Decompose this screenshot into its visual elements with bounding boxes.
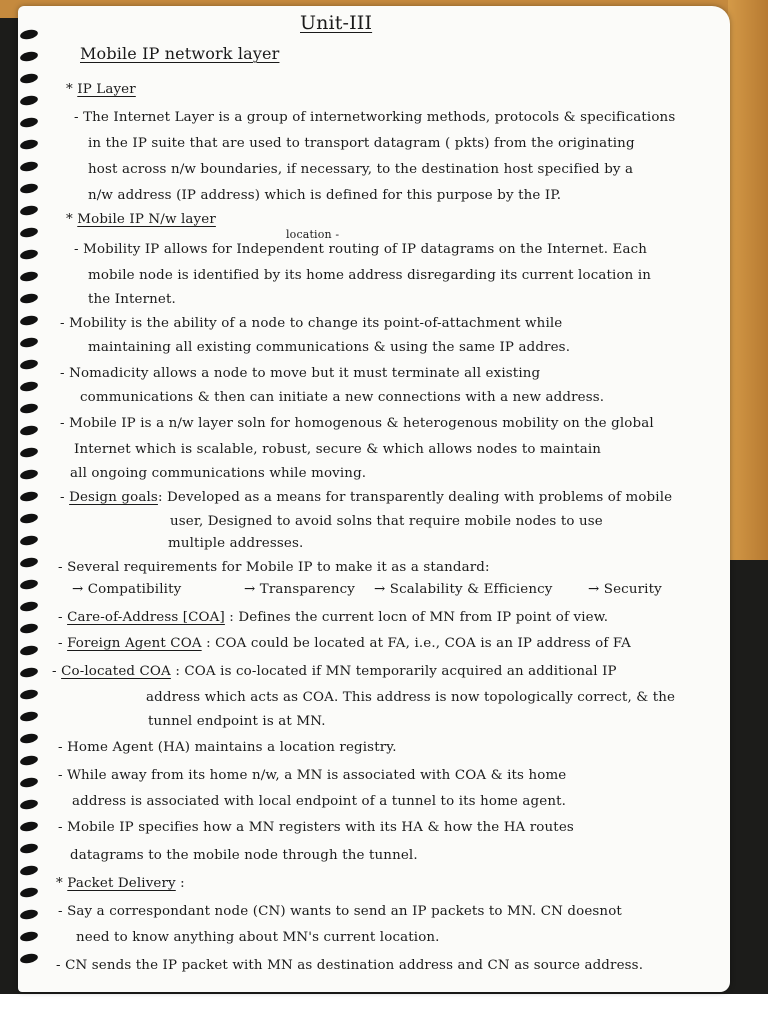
text-line: - Nomadicity allows a node to move but it must terminate all existing bbox=[60, 366, 541, 381]
text-line: n/w address (IP address) which is defined for this purpose by the IP. bbox=[88, 188, 562, 203]
binding-ring bbox=[19, 908, 38, 921]
fa-text: : COA could be located at FA, i.e., COA is an IP address of FA bbox=[206, 636, 631, 651]
requirement-item: → Transparency bbox=[244, 582, 355, 597]
binding-ring bbox=[19, 798, 38, 811]
fa-label: Foreign Agent COA bbox=[67, 636, 202, 651]
text-line: user, Designed to avoid solns that require mobile nodes to use bbox=[170, 514, 603, 529]
text-line: - The Internet Layer is a group of internetworking methods, protocols & specifications bbox=[74, 110, 676, 125]
binding-ring bbox=[19, 50, 38, 63]
binding-ring bbox=[19, 28, 38, 41]
binding-ring bbox=[19, 886, 38, 899]
design-goals-text: : Developed as a means for transparently dealing with problems of mobile bbox=[157, 490, 673, 505]
text-line: - CN sends the IP packet with MN as destination address and CN as source address. bbox=[56, 958, 644, 973]
design-goals-label: Design goals bbox=[69, 490, 158, 505]
section-heading-mobile-ip: * Mobile IP N/w layer bbox=[66, 212, 216, 227]
binding-ring bbox=[19, 666, 38, 679]
binding-ring bbox=[19, 644, 38, 657]
requirement-item: → Security bbox=[588, 582, 662, 597]
binding-ring bbox=[19, 490, 38, 503]
binding-ring bbox=[19, 138, 38, 151]
binding-ring bbox=[19, 732, 38, 745]
text-line: mobile node is identified by its home address disregarding its current location in bbox=[88, 268, 652, 283]
binding-ring bbox=[19, 402, 38, 415]
annotation: location - bbox=[286, 228, 340, 241]
binding-ring bbox=[19, 424, 38, 437]
text-line: - Mobility IP allows for Independent routing of IP datagrams on the Internet. Each bbox=[74, 242, 648, 257]
text-line: host across n/w boundaries, if necessary, to the destination host specified by a bbox=[88, 162, 634, 177]
binding-ring bbox=[19, 578, 38, 591]
page-title: Unit-III bbox=[300, 12, 373, 34]
binding-ring bbox=[19, 182, 38, 195]
text-line: communications & then can initiate a new connections with a new address. bbox=[80, 390, 605, 405]
text-line: the Internet. bbox=[88, 292, 176, 307]
section-heading-ip-layer: * IP Layer bbox=[66, 82, 136, 97]
binding-ring bbox=[19, 842, 38, 855]
colocated-text: : COA is co-located if MN temporarily acquired an additional IP bbox=[175, 664, 617, 679]
spiral-binding bbox=[18, 30, 48, 980]
binding-ring bbox=[19, 534, 38, 547]
binding-ring bbox=[19, 270, 38, 283]
binding-ring bbox=[19, 776, 38, 789]
text-line: datagrams to the mobile node through the tunnel. bbox=[70, 848, 418, 863]
binding-ring bbox=[19, 930, 38, 943]
bottom-margin bbox=[0, 994, 768, 1024]
coa-line: - Care-of-Address [COA] : Defines the current locn of MN from IP point of view. bbox=[58, 610, 609, 625]
coa-text: : Defines the current locn of MN from IP point of view. bbox=[229, 610, 609, 625]
binding-ring bbox=[19, 204, 38, 217]
binding-ring bbox=[19, 820, 38, 833]
desk-edge bbox=[728, 0, 768, 560]
binding-ring bbox=[19, 226, 38, 239]
text-line: all ongoing communications while moving. bbox=[70, 466, 367, 481]
text-line: in the IP suite that are used to transport datagram ( pkts) from the originating bbox=[88, 136, 635, 151]
text-line: - Mobile IP is a n/w layer soln for homogenous & heterogenous mobility on the global bbox=[60, 416, 654, 431]
coa-label: Care-of-Address [COA] bbox=[67, 610, 225, 625]
binding-ring bbox=[19, 116, 38, 129]
notebook-page bbox=[18, 6, 730, 992]
binding-ring bbox=[19, 160, 38, 173]
binding-ring bbox=[19, 468, 38, 481]
binding-ring bbox=[19, 292, 38, 305]
binding-ring bbox=[19, 600, 38, 613]
binding-ring bbox=[19, 688, 38, 701]
binding-ring bbox=[19, 710, 38, 723]
colocated-line: - Co-located COA : COA is co-located if MN temporarily acquired an additional IP bbox=[52, 664, 617, 679]
main-heading: Mobile IP network layer bbox=[80, 44, 280, 63]
text-line: - Several requirements for Mobile IP to make it as a standard: bbox=[58, 560, 490, 575]
text-line: Internet which is scalable, robust, secure & which allows nodes to maintain bbox=[74, 442, 602, 457]
text-line: - Mobile IP specifies how a MN registers with its HA & how the HA routes bbox=[58, 820, 574, 835]
requirement-item: → Scalability & Efficiency bbox=[374, 582, 553, 597]
text-line: multiple addresses. bbox=[168, 536, 304, 551]
text-line: - Home Agent (HA) maintains a location registry. bbox=[58, 740, 397, 755]
binding-ring bbox=[19, 314, 38, 327]
binding-ring bbox=[19, 72, 38, 85]
binding-ring bbox=[19, 380, 38, 393]
design-goals-line: - Design goals: Developed as a means for transparently dealing with problems of mobile bbox=[60, 490, 673, 505]
text-line: address is associated with local endpoint of a tunnel to its home agent. bbox=[72, 794, 567, 809]
binding-ring bbox=[19, 336, 38, 349]
binding-ring bbox=[19, 952, 38, 965]
binding-ring bbox=[19, 754, 38, 767]
text-line: - While away from its home n/w, a MN is associated with COA & its home bbox=[58, 768, 567, 783]
binding-ring bbox=[19, 512, 38, 525]
section-heading-label: Mobile IP N/w layer bbox=[77, 212, 216, 227]
binding-ring bbox=[19, 248, 38, 261]
colocated-label: Co-located COA bbox=[61, 664, 171, 679]
binding-ring bbox=[19, 556, 38, 569]
section-heading-label: IP Layer bbox=[77, 82, 136, 97]
text-line: maintaining all existing communications & using the same IP addres. bbox=[88, 340, 571, 355]
text-line: need to know anything about MN's current location. bbox=[76, 930, 440, 945]
text-line: address which acts as COA. This address is now topologically correct, & the bbox=[146, 690, 676, 705]
text-line: - Say a correspondant node (CN) wants to send an IP packets to MN. CN doesnot bbox=[58, 904, 622, 919]
binding-ring bbox=[19, 358, 38, 371]
requirement-item: → Compatibility bbox=[72, 582, 182, 597]
section-heading-packet-delivery: * Packet Delivery : bbox=[56, 876, 185, 891]
text-line: tunnel endpoint is at MN. bbox=[148, 714, 326, 729]
text-line: - Mobility is the ability of a node to change its point-of-attachment while bbox=[60, 316, 563, 331]
section-heading-label: Packet Delivery bbox=[67, 876, 176, 891]
binding-ring bbox=[19, 94, 38, 107]
binding-ring bbox=[19, 864, 38, 877]
binding-ring bbox=[19, 622, 38, 635]
fa-line: - Foreign Agent COA : COA could be located at FA, i.e., COA is an IP address of FA bbox=[58, 636, 631, 651]
binding-ring bbox=[19, 446, 38, 459]
